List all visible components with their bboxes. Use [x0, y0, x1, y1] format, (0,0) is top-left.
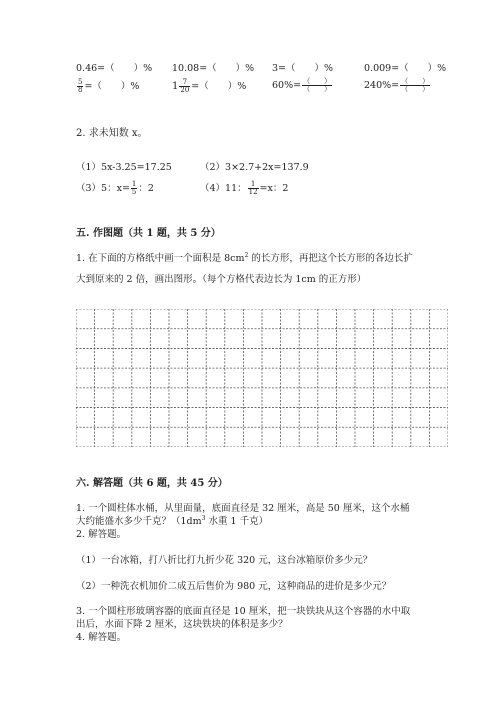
problem-2: 2. 解答题。	[76, 529, 127, 540]
drawing-question-line-2: 大到原来的 2 倍，画出图形。（每个方格代表边长为 1cm 的正方形）	[76, 274, 367, 285]
problem-3-line-1: 3. 一个圆柱形玻璃容器的底面直径是 10 厘米，把一块铁块从这个容器的水中取	[76, 606, 411, 617]
fraction: $\frac{7}{20}$	[180, 78, 190, 94]
problem-1-line-1: 1. 一个圆柱体水桶，从里面量，底面直径是 32 厘米，高是 50 厘米，这个水桶	[76, 503, 410, 514]
q2-title: 2. 求未知数 x。	[76, 128, 148, 139]
drawing-question-line-1: 1. 在下面的方格纸中画一个面积是 $8cm^2$ 的长方形，再把这个长方形的各边长扩	[76, 251, 413, 264]
conv-item-8: 240%= $\frac{( )}{( )}$	[364, 77, 430, 93]
section-5-title: 五. 作图题（共 1 题，共 5 分）	[76, 228, 221, 239]
problem-1-line-2: 大约能盛水多少千克？（$1dm^3$ 水重 1 千克）	[76, 514, 269, 527]
conv-item-7: 60%= $\frac{( )}{( )}$	[272, 77, 332, 93]
conv-item-3: 3=（ ）%	[272, 63, 334, 74]
equation-2: （2）3×2.7+2x=137.9	[200, 162, 309, 173]
fraction: $\frac{1}{12}$	[248, 180, 258, 196]
conv-item-1: 0.46=（ ）%	[76, 63, 153, 74]
problem-2-sub-1: （1）一台冰箱，打八折比打九折少花 320 元，这台冰箱原价多少元？	[76, 555, 373, 566]
problem-4: 4. 解答题。	[76, 632, 127, 643]
section-6-title: 六. 解答题（共 6 题，共 45 分）	[76, 478, 228, 489]
equation-4: （4）11： $\frac{1}{12}$ =x：2	[200, 180, 289, 196]
equation-1: （1）5x-3.25=17.25	[76, 162, 172, 173]
problem-2-sub-2: （2）一种洗衣机加价二成五后售价为 980 元，这种商品的进价是多少元？	[76, 581, 392, 592]
conv-item-6: 1 $\frac{7}{20}$ =（ ）%	[172, 78, 247, 94]
fraction: $\frac{( )}{( )}$	[303, 77, 332, 93]
equation-3: （3）5：x= $\frac{1}{5}$ ：2	[76, 180, 154, 196]
conv-item-5: $\frac{5}{8}$ =（ ）%	[78, 78, 140, 94]
fraction: $\frac{5}{8}$	[78, 78, 83, 94]
fraction: $\frac{( )}{( )}$	[401, 77, 430, 93]
problem-3-line-2: 出后，水面下降 2 厘米，这块铁块的体积是多少？	[76, 619, 288, 630]
fraction: $\frac{1}{5}$	[131, 180, 137, 196]
conv-item-4: 0.009=（ ）%	[364, 63, 447, 74]
conv-item-2: 10.08=（ ）%	[172, 63, 255, 74]
grid-paper[interactable]	[76, 309, 448, 447]
